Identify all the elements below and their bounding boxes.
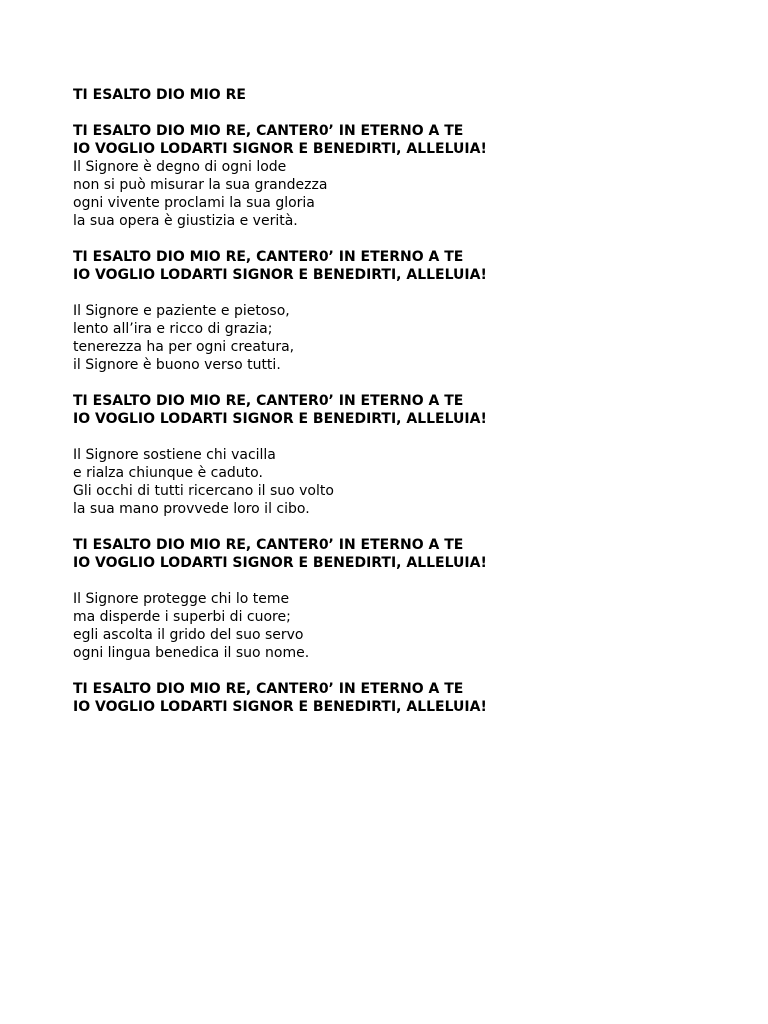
verse-line: tenerezza ha per ogni creatura, [73, 339, 295, 355]
chorus-line: IO VOGLIO LODARTI SIGNOR E BENEDIRTI, ALLELUIA! [73, 699, 487, 715]
chorus [73, 536, 733, 572]
verse-line: la sua mano provvede loro il cibo. [73, 501, 310, 517]
verse-line: Gli occhi di tutti ricercano il suo volto [73, 483, 334, 499]
chorus [73, 122, 733, 158]
verse-line: e rialza chiunque è caduto. [73, 465, 263, 481]
verse-line: la sua opera è giustizia e verità. [73, 213, 298, 229]
verse-line: non si può misurar la sua grandezza [73, 177, 328, 193]
chorus [73, 392, 733, 428]
chorus [73, 248, 733, 284]
chorus-line: IO VOGLIO LODARTI SIGNOR E BENEDIRTI, ALLELUIA! [73, 141, 487, 157]
verse-line: ma disperde i superbi di cuore; [73, 609, 291, 625]
chorus-line: TI ESALTO DIO MIO RE, CANTER0’ IN ETERNO A TE [73, 249, 464, 265]
song-title: TI ESALTO DIO MIO RE [73, 87, 246, 103]
verse [73, 590, 733, 662]
song-page [73, 86, 733, 734]
verse [73, 446, 733, 518]
chorus-line: TI ESALTO DIO MIO RE, CANTER0’ IN ETERNO A TE [73, 123, 464, 139]
chorus-line: TI ESALTO DIO MIO RE, CANTER0’ IN ETERNO A TE [73, 681, 464, 697]
chorus-line: IO VOGLIO LODARTI SIGNOR E BENEDIRTI, ALLELUIA! [73, 267, 487, 283]
verse [73, 158, 733, 230]
verse-line: ogni vivente proclami la sua gloria [73, 195, 315, 211]
verse-line: Il Signore e paziente e pietoso, [73, 303, 290, 319]
chorus-line: IO VOGLIO LODARTI SIGNOR E BENEDIRTI, ALLELUIA! [73, 411, 487, 427]
verse-line: ogni lingua benedica il suo nome. [73, 645, 310, 661]
verse-line: Il Signore sostiene chi vacilla [73, 447, 276, 463]
verse [73, 302, 733, 374]
chorus [73, 680, 733, 716]
chorus-line: TI ESALTO DIO MIO RE, CANTER0’ IN ETERNO A TE [73, 537, 464, 553]
verse-line: egli ascolta il grido del suo servo [73, 627, 304, 643]
verse-line: lento all’ira e ricco di grazia; [73, 321, 273, 337]
stanza-1 [73, 122, 733, 230]
chorus-line: TI ESALTO DIO MIO RE, CANTER0’ IN ETERNO A TE [73, 393, 464, 409]
chorus-line: IO VOGLIO LODARTI SIGNOR E BENEDIRTI, ALLELUIA! [73, 555, 487, 571]
verse-line: Il Signore protegge chi lo teme [73, 591, 290, 607]
verse-line: Il Signore è degno di ogni lode [73, 159, 287, 175]
verse-line: il Signore è buono verso tutti. [73, 357, 281, 373]
